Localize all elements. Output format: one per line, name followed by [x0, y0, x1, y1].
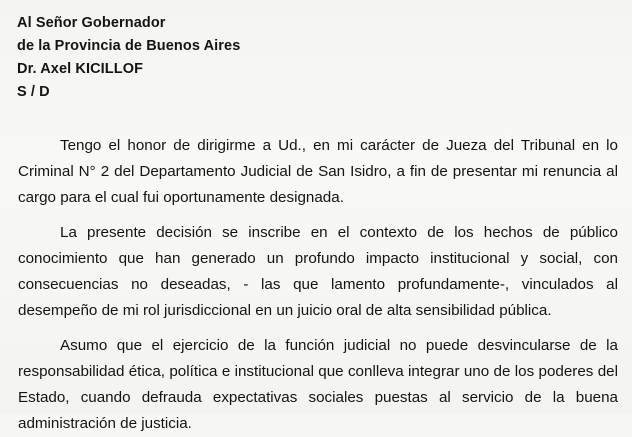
addressee-province: de la Provincia de Buenos Aires [17, 38, 241, 54]
paragraph-context: La presente decisión se inscribe en el contexto de los hechos de público conocimiento que han generado un profundo impacto institucional y social, con consecuencias no deseadas, - las que lamento profundamente-, vinculados al desempeño de mi rol jurisdiccional en un juicio oral de alta sensibilidad pública. [18, 224, 618, 319]
addressee-sd: S / D [17, 84, 50, 100]
paragraph-responsibility: Asumo que el ejercicio de la función judicial no puede desvincularse de la responsabilidad ética, política e institucional que conlleva integrar uno de los poderes del Estado, cuando defrauda expectativas sociales puestas al servicio de la buena administración de justicia. [18, 337, 618, 432]
addressee-block [17, 12, 240, 104]
addressee-name: Dr. Axel KICILLOF [17, 61, 144, 77]
paragraph-resignation: Tengo el honor de dirigirme a Ud., en mi carácter de Jueza del Tribunal en lo Criminal N° 2 del Departamento Judicial de San Isidro, a fin de presentar mi renuncia al cargo para el cual fui oportunamente designada. [18, 137, 618, 206]
addressee-title: Al Señor Gobernador [17, 15, 166, 31]
letter-body [18, 133, 618, 437]
